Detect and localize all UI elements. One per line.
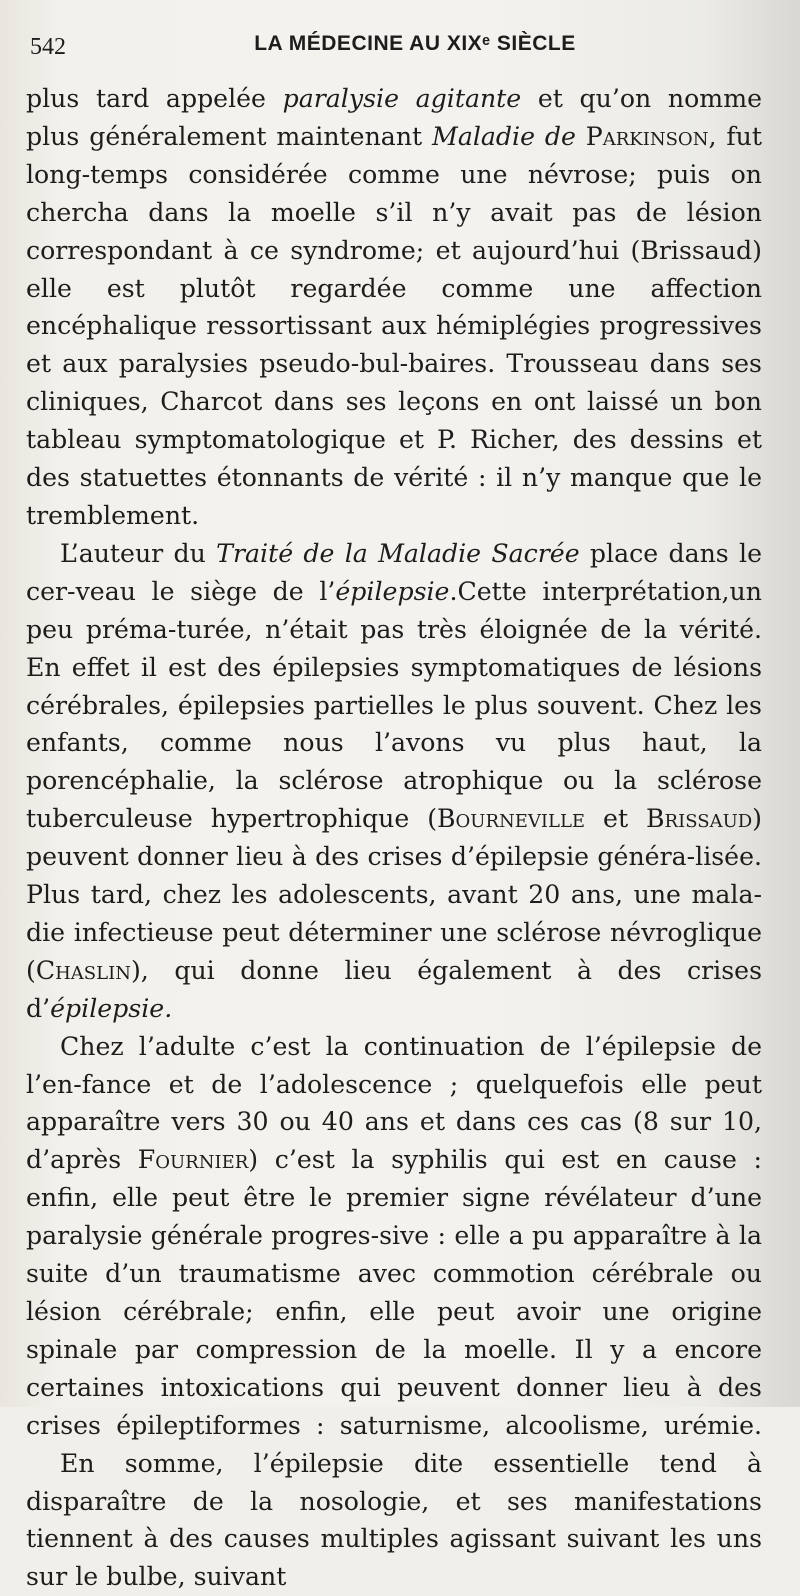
text-run: L’auteur du <box>60 538 217 568</box>
author-name: Bourneville <box>437 804 586 834</box>
paragraph-3 <box>26 1028 762 1445</box>
paragraph-2 <box>26 535 762 1028</box>
italic-term: paralysie agitante <box>282 84 522 113</box>
text-run: En somme, l’épilepsie dite essentielle tend à disparaître de la nosologie, et ses manifestations tiennent à des causes multiples agissant suivant les uns sur le bulbe, suivant <box>26 1448 762 1592</box>
author-name: Chaslin <box>35 955 131 985</box>
text-run: ) c’est la syphilis qui est en cause : enfin, elle peut être le premier signe révélateur d’une paralysie générale progres-sive : elle a pu apparaître à la suite d’un traumatisme avec commotion cérébrale ou lésion cérébrale; enfin, elle peut avoir une origine spinale par compression de la moelle. Il y a encore certaines intoxications qui peuvent donner lieu à des crises épileptiformes : saturnisme, alcoolisme, urémie. <box>26 1145 762 1440</box>
text-run: place dans le cer-veau le siège de l’ <box>26 538 762 606</box>
page-header <box>30 30 760 64</box>
paragraph-4 <box>26 1445 762 1596</box>
page-body <box>26 80 762 1596</box>
page-number: 542 <box>30 34 66 60</box>
paragraph-1 <box>26 80 762 535</box>
running-title: LA MÉDECINE AU XIXᵉ SIÈCLE <box>254 32 576 55</box>
text-run: et qu’on nomme plus généralement maintenant <box>26 84 762 151</box>
text-run <box>576 122 586 151</box>
author-name: Brissaud <box>646 804 753 834</box>
author-name: Parkinson <box>585 121 709 151</box>
italic-term: Traité de la Maladie Sacrée <box>216 538 580 568</box>
text-run: plus tard appelée <box>26 84 283 113</box>
text-run: ) peuvent donner lieu à des crises d’épilepsie généra-lisée. Plus tard, chez les adolescents, avant 20 ans, une mala-die infectieuse peut déterminer une sclérose névroglique ( <box>26 804 762 985</box>
italic-term: épilepsie. <box>50 993 173 1023</box>
italic-term: Maladie de <box>432 121 576 151</box>
italic-term: épilepsie <box>335 576 450 606</box>
text-run: , fut long-temps considérée comme une névrose; puis on chercha dans la moelle s’il n’y avait pas de lésion correspondant à ce syndrome; et aujourd’hui (Brissaud) elle est plutôt regardée comme une affection encéphalique ressortissant aux hémiplégies progressives et aux paralysies pseudo-bul-baires. Trousseau dans ses cliniques, Charcot dans ses leçons en ont laissé un bon tableau symptomatologique et P. Richer, des dessins et des statuettes étonnants de vérité : il n’y manque que le tremblement. <box>26 121 762 530</box>
text-run: Chez l’adulte c’est la continuation de l’épilepsie de l’en-fance et de l’adolescence ; quelquefois elle peut apparaître vers 30 ou 40 ans et dans ces cas (8 sur 10, d’après <box>26 1031 762 1175</box>
text-run: .Cette interprétation,un peu préma-turée, n’était pas très éloignée de la vérité. En effet il est des épilepsies symptomatiques de lésions cérébrales, épilepsies partielles le plus souvent. Chez les enfants, comme nous l’avons vu plus haut, la porencéphalie, la sclérose atrophique ou la sclérose tuberculeuse hypertrophique ( <box>26 576 762 834</box>
author-name: Fournier <box>137 1145 249 1175</box>
text-run: et <box>585 804 647 834</box>
text-run: ), qui donne lieu également à des crises d’ <box>26 955 762 1023</box>
